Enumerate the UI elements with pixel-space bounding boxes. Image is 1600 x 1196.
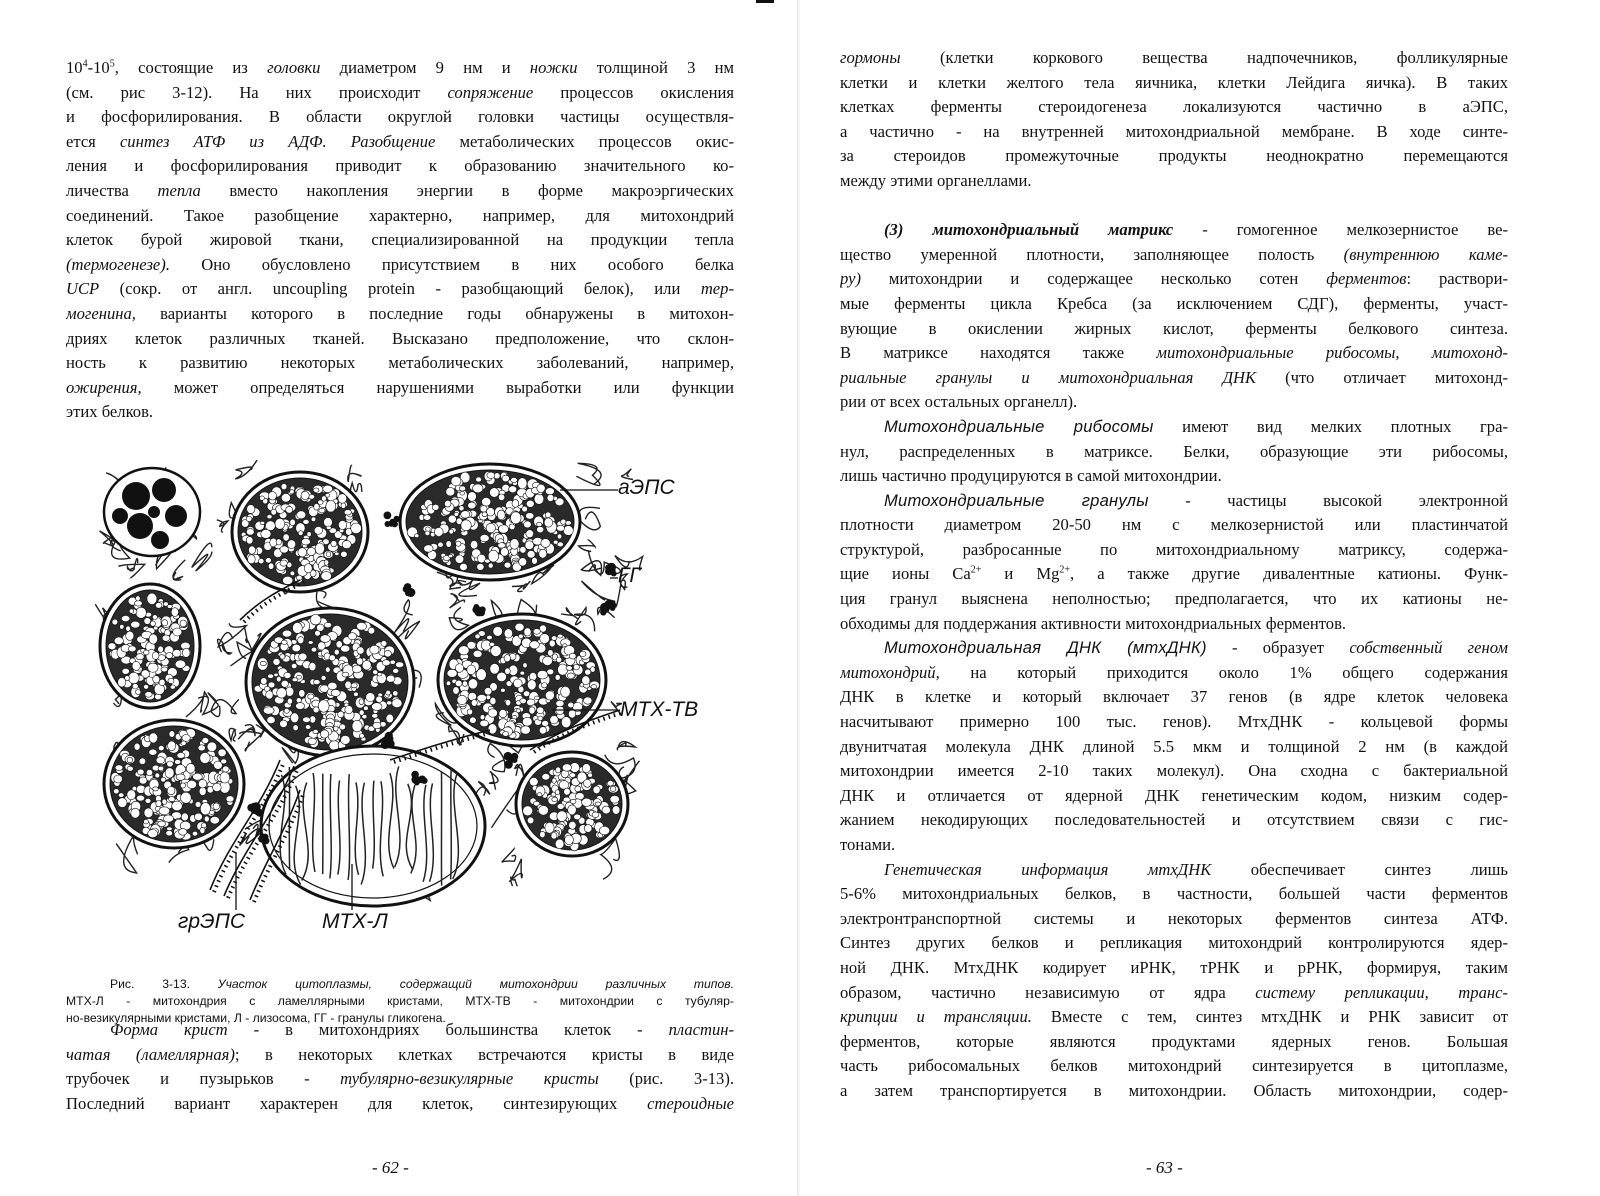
right-line: Митохондриальные рибосомы имеют вид мелких плотных гра-: [884, 416, 1508, 436]
right-line: Митохондриальная ДНК (мтхДНК) - образует собственный геном: [884, 638, 1508, 658]
glycogen-granule: [504, 760, 513, 769]
right-line: крипции и трансляции. Вместе с тем, синтез мтхДНК и РНК зависит от: [840, 1007, 1508, 1027]
mitochondrion-tubulo-vesicular: [438, 614, 606, 746]
right-line: лишь частично продуцируются в самой митохондрии.: [840, 466, 1222, 486]
membrane-squiggle: [579, 540, 596, 551]
mitochondrion-tubulo-vesicular: [104, 720, 244, 848]
membrane-squiggle: [449, 726, 464, 745]
right-line: гормоны (клетки коркового вещества надпочечников, фолликулярные: [840, 48, 1508, 67]
membrane-squiggle: [449, 607, 468, 629]
left-bottom-line: Форма крист - в митохондриях большинства клеток - пластин-: [110, 1020, 734, 1039]
membrane-squiggle: [576, 463, 601, 485]
right-line: плотности диаметром 20-50 нм с мелкозернистой или пластинчатой: [840, 515, 1508, 535]
membrane-squiggle: [173, 560, 185, 580]
scan-mark: [756, 0, 774, 3]
membrane-squiggle: [218, 639, 232, 654]
membrane-squiggle: [217, 520, 228, 533]
right-line: структурой, разбросанные по митохондриальному матриксу, содержа-: [840, 539, 1508, 559]
left-top-line: ность к развитию некоторых метаболических заболеваний, например,: [66, 353, 734, 373]
left-top-line: клеток бурой жировой ткани, специализированной на продукции тепла: [66, 230, 734, 250]
right-line: между этими органеллами.: [840, 170, 1032, 190]
right-line: ДНК и отличается от ядерной ДНК генетическим кодом, низким содер-: [840, 785, 1508, 805]
right-line: за стероидов промежуточные продукты неоднократно перемещаются: [840, 146, 1508, 166]
right-line: щие ионы $Са^{2+}$ и $Mg^{2+}$, а также другие дивалентные катионы. Функ-: [840, 564, 1508, 584]
right-line: [840, 194, 1508, 219]
label-rough-er: грЭПС: [178, 910, 245, 933]
left-top-line: ется синтез АТФ из АДФ. Разобщение метаболических процессов окис-: [66, 131, 734, 151]
left-top-line: UCP (сокр. от англ. uncoupling protein - разобщающий белок), или тер-: [66, 279, 734, 299]
label-glycogen: ГГ: [618, 564, 641, 587]
mitochondrion-tubulo-vesicular: [232, 472, 368, 592]
right-line: ция гранул выяснена неполностью; предполагается, что их катионы не-: [840, 589, 1508, 609]
label-mtx-tv: МТХ-ТВ: [620, 698, 699, 721]
left-bottom-line: Последний вариант характерен для клеток, синтезирующих стероидные: [66, 1093, 734, 1113]
left-top-line: (термогенезе). Оно обусловлено присутствием в них особого белка: [66, 254, 734, 274]
membrane-squiggle: [492, 789, 519, 827]
glycogen-granule: [256, 809, 264, 817]
glycogen-granule: [259, 835, 265, 841]
mitochondrion-lamellar: [261, 746, 485, 906]
membrane-squiggle: [489, 772, 498, 790]
right-line: митохондрий, на который приходится около 1% общего содержания: [840, 662, 1508, 682]
right-line: рии от всех остальных органелл).: [840, 392, 1078, 412]
right-line: тонами.: [840, 835, 896, 854]
membrane-squiggle: [235, 460, 259, 479]
right-line: митохондрии имеется 2-10 таких молекул). Она сходна с бактериальной: [840, 761, 1508, 781]
right-line: мые ферменты цикла Кребса (за исключением СДГ), ферменты, участ-: [840, 293, 1508, 313]
membrane-squiggle: [502, 848, 516, 862]
mitochondrion-tubulo-vesicular: [516, 752, 628, 856]
right-line: клетки и клетки желтого тела яичника, клетки Лейдига яичка). В таких: [840, 72, 1508, 92]
right-line: Митохондриальные гранулы - частицы высокой электронной: [884, 490, 1508, 510]
membrane-squiggle: [617, 742, 635, 751]
right-line: ру) митохондрии и содержащее несколько сотен ферментов: раствори-: [840, 269, 1508, 289]
membrane-squiggle: [579, 507, 601, 529]
left-top-line: дриях клеток различных тканей. Высказано предположение, что склон-: [66, 328, 734, 348]
glycogen-granule: [504, 752, 513, 761]
cytoplasm-figure: [90, 460, 650, 940]
left-bottom-line: трубочек и пузырьков - тубулярно-везикулярные кристы (рис. 3-13).: [66, 1069, 734, 1089]
left-bottom-line: чатая (ламеллярная); в некоторых клетках встречаются кристы в виде: [66, 1044, 734, 1064]
right-line: ДНК в клетке и который включает 37 генов (в ядре клеток человека: [840, 687, 1508, 707]
right-line: образом, частично независимую от ядра систему репликации, транс-: [840, 982, 1508, 1002]
membrane-squiggle: [348, 465, 361, 482]
right-line: насчитывают примерно 100 тыс. генов). МтхДНК - кольцевой формы: [840, 712, 1508, 732]
page-number-left: - 62 -: [372, 1158, 409, 1177]
membrane-squiggle: [316, 591, 335, 609]
membrane-squiggle: [581, 550, 601, 575]
membrane-squiggle: [574, 608, 594, 632]
mitochondrion-tubulo-vesicular: [100, 584, 200, 708]
right-line: ной ДНК. МтхДНК кодирует иРНК, тРНК и рРНК, формируя, таким: [840, 957, 1508, 977]
left-top-line: личества тепла вместо накопления энергии в форме макроэргических: [66, 180, 734, 200]
label-mtx-l: МТХ-Л: [322, 910, 388, 933]
right-line: электронтранспортной системы и некоторых ферментов синтеза АТФ.: [840, 908, 1508, 928]
glycogen-granule: [390, 519, 396, 525]
membrane-squiggle: [350, 483, 362, 492]
glycogen-granule: [475, 608, 484, 617]
left-top-line: ожирения, может определяться нарушениями выработки или функции: [66, 377, 734, 397]
right-line: вующие в окислении жирных кислот, ферменты белкового синтеза.: [840, 318, 1508, 338]
right-line: а затем транспортируется в митохондрии. Область митохондрии, содер-: [840, 1080, 1508, 1100]
membrane-squiggle: [562, 608, 577, 618]
right-page: [800, 0, 1600, 1196]
right-line: клетках ферменты стероидогенеза локализуются частично в аЭПС,: [840, 97, 1508, 117]
left-top-line: (см. рис 3-12). На них происходит сопряжение процессов окисления: [66, 82, 734, 102]
page-number-right: - 63 -: [1146, 1158, 1183, 1177]
caption-line: Рис. 3-13. Участок цитоплазмы, содержащий митохондрии различных типов.: [110, 977, 734, 991]
glycogen-granule: [607, 563, 616, 572]
right-line: нул, распределенных в матриксе. Белки, образующие эти рибосомы,: [840, 441, 1508, 461]
membrane-squiggle: [476, 782, 490, 796]
right-line: а частично - на внутренней митохондриальной мембране. В ходе синте-: [840, 121, 1508, 141]
label-aeps: аЭПС: [618, 476, 675, 499]
right-line: часть рибосомальных белков митохондрий синтезируется в цитоплазме,: [840, 1056, 1508, 1076]
left-top-line: могенина, варианты которого в последние годы обнаружены в митохон-: [66, 303, 734, 323]
membrane-squiggle: [512, 581, 530, 592]
crista-lamella: [451, 769, 452, 879]
right-line: (3) митохондриальный матрикс - гомогенное мелкозернистое ве-: [884, 220, 1508, 240]
left-top-line: $10^4-10^5$, состоящие из головки диаметром 9 нм и ножки толщиной 3 нм: [66, 58, 734, 77]
left-top-line: ления и фосфорилирования приводит к образованию значительного ко-: [66, 156, 734, 176]
right-line: 5-6% митохондриальных белков, в частности, большей части ферментов: [840, 884, 1508, 904]
glycogen-granule: [386, 732, 393, 739]
glycogen-granule: [511, 753, 518, 760]
right-line: риальные гранулы и митохондриальная ДНК (что отличает митохонд-: [840, 367, 1508, 387]
right-line: щество умеренной плотности, заполняющее полость (внутреннюю каме-: [840, 244, 1508, 264]
right-line: В матриксе находятся также митохондриальные рибосомы, митохонд-: [840, 343, 1508, 363]
caption-line: МТХ-Л - митохондрия с ламеллярными кристами, МТХ-ТВ - митохондрии с тубуляр-: [66, 994, 734, 1008]
membrane-squiggle: [509, 859, 522, 882]
glycogen-granule: [605, 600, 613, 608]
mitochondrion-tubulo-vesicular: [400, 464, 580, 580]
left-text-top: [66, 56, 734, 425]
right-text: [840, 46, 1508, 1104]
left-text-bottom: [66, 1018, 734, 1116]
left-top-line: этих белков.: [66, 402, 154, 422]
glycogen-granule: [404, 583, 411, 590]
right-line: Генетическая информация мтхДНК обеспечивает синтез лишь: [884, 859, 1508, 879]
membrane-squiggle: [488, 744, 505, 772]
membrane-squiggle: [192, 543, 212, 571]
lysosome: [104, 468, 200, 556]
glycogen-granule: [407, 591, 412, 596]
membrane-squiggle: [229, 728, 236, 740]
right-line: ферментов, которые являются продуктами ядерных генов. Большая: [840, 1031, 1508, 1051]
right-line: жанием некодирующих последовательностей и отсутствием связи с гис-: [840, 810, 1508, 830]
caption-line: но-везикулярными кристами, Л - лизосома, ГГ - гранулы гликогена.: [66, 1011, 446, 1025]
left-top-line: и фосфорилирования. В области округлой головки частицы осуществля-: [66, 107, 734, 127]
glycogen-granule: [384, 512, 392, 520]
right-line: обходимы для поддержания активности митохондриальных ферментов.: [840, 613, 1347, 633]
left-top-line: соединений. Такое разобщение характерно, например, для митохондрий: [66, 205, 734, 225]
glycogen-granule: [414, 780, 420, 786]
right-line: двунитчатая молекула ДНК длиной 5.5 мкм и толщиной 2 нм (в каждой: [840, 736, 1508, 756]
right-line: Синтез других белков и репликация митохондрий контролируются ядер-: [840, 933, 1508, 953]
